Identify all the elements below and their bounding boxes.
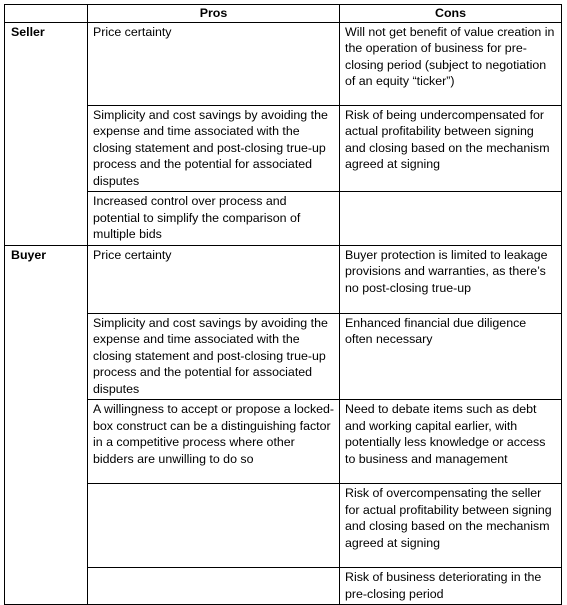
party-label-seller: Seller [5, 22, 88, 105]
table-row [5, 400, 562, 484]
table-row [5, 22, 562, 105]
pros-cell [88, 568, 340, 605]
party-spacer-cell [5, 400, 88, 484]
party-spacer-cell [5, 484, 88, 568]
table-row [5, 568, 562, 605]
cons-cell: Will not get benefit of value creation in the operation of business for pre-closing period (subject to negotiation of an equity “ticker”) [340, 22, 562, 105]
pros-cell: Price certainty [88, 22, 340, 105]
cons-cell: Risk of business deteriorating in the pre-closing period [340, 568, 562, 605]
pros-cell: Price certainty [88, 245, 340, 313]
cons-cell: Buyer protection is limited to leakage provisions and warranties, as there’s no post-closing true-up [340, 245, 562, 313]
header-cons-cell: Cons [340, 5, 562, 23]
table-row [5, 313, 562, 400]
cons-cell: Enhanced financial due diligence often necessary [340, 313, 562, 400]
cons-cell: Risk of overcompensating the seller for actual profitability between signing and closing based on the mechanism agreed at signing [340, 484, 562, 568]
cons-cell [340, 192, 562, 246]
table-row [5, 484, 562, 568]
table-row [5, 245, 562, 313]
cons-cell: Risk of being undercompensated for actual profitability between signing and closing based on the mechanism agreed at signing [340, 105, 562, 192]
header-pros-cell: Pros [88, 5, 340, 23]
party-spacer-cell [5, 192, 88, 246]
pros-cell: A willingness to accept or propose a locked-box construct can be a distinguishing factor in a competitive process where other bidders are unwilling to do so [88, 400, 340, 484]
pros-cell [88, 484, 340, 568]
cons-cell: Need to debate items such as debt and working capital earlier, with potentially less knowledge or access to business and management [340, 400, 562, 484]
party-spacer-cell [5, 568, 88, 605]
table-row [5, 192, 562, 246]
pros-cell: Simplicity and cost savings by avoiding the expense and time associated with the closing statement and post-closing true-up process and the potential for associated disputes [88, 105, 340, 192]
party-label-buyer: Buyer [5, 245, 88, 313]
pros-cons-table [4, 4, 562, 605]
header-party-cell [5, 5, 88, 23]
pros-cell: Simplicity and cost savings by avoiding the expense and time associated with the closing statement and post-closing true-up process and the potential for associated disputes [88, 313, 340, 400]
table-row [5, 105, 562, 192]
header-row [5, 5, 562, 23]
pros-cell: Increased control over process and potential to simplify the comparison of multiple bids [88, 192, 340, 246]
party-spacer-cell [5, 105, 88, 192]
party-spacer-cell [5, 313, 88, 400]
